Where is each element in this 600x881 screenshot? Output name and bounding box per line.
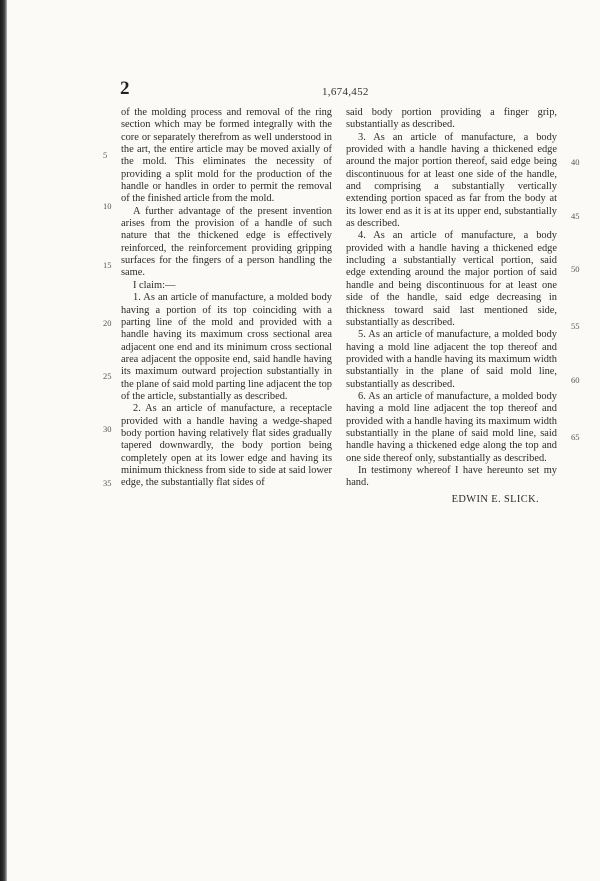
line-number: 60 — [571, 375, 580, 385]
line-number: 20 — [103, 318, 112, 328]
right-column — [346, 107, 557, 506]
claim-2: 2. As an article of manufacture, a receptacle provided with a handle having a wedge-shaped body portion having relatively flat sides gradually tapered downwardly, the body portion being completely open at its lower edge and having its minimum thickness from side to side at said lower edge, the substantially flat sides of — [121, 403, 332, 489]
line-number: 10 — [103, 201, 112, 211]
line-number: 25 — [103, 371, 112, 381]
paragraph: of the molding process and removal of the ring section which may be formed integrally with the core or separately therefrom as well understood in the art, the entire article may be moved axially of the mold. This eliminates the necessity of providing a split mold for the production of the handle or handles in order to permit the removal of the finished article from the mold. — [121, 107, 332, 205]
line-number: 40 — [571, 157, 580, 167]
left-column — [121, 107, 332, 490]
line-number: 15 — [103, 260, 112, 270]
line-number: 45 — [571, 211, 580, 221]
line-number: 65 — [571, 432, 580, 442]
claim-6: 6. As an article of manufacture, a molded body having a mold line adjacent the top thereof and provided with a handle having its maximum width substantially in the plane of said mold line, said handle having a thickened edge along the top and one side thereof only, substantially as described. — [346, 390, 557, 464]
claim-4: 4. As an article of manufacture, a body provided with a handle having a thickened edge including a substantially vertical portion, said edge extending around the major portion of said handle and being discontinuous for at least one side of the handle, said edge decreasing in thickness toward said last mentioned side, substantially as described. — [346, 230, 557, 328]
signature: EDWIN E. SLICK. — [451, 493, 539, 505]
claims-heading: I claim:— — [133, 279, 176, 291]
line-number: 50 — [571, 264, 580, 274]
paragraph: A further advantage of the present invention arises from the provision of a handle of such nature that the thickened edge is effectively reinforced, the reinforcement providing gripping surfaces for the fingers of a person handling the same. — [121, 205, 332, 279]
line-number: 35 — [103, 478, 112, 488]
binding-edge — [0, 0, 7, 881]
patent-number: 1,674,452 — [322, 86, 369, 98]
testimony: In testimony whereof I have hereunto set my hand. — [346, 464, 557, 489]
paragraph: said body portion providing a finger grip, substantially as described. — [346, 107, 557, 131]
claim-5: 5. As an article of manufacture, a molded body having a mold line adjacent the top thereof and provided with a handle having its maximum width substantially in the plane of said mold line, substantially as described. — [346, 329, 557, 390]
line-number: 5 — [103, 150, 108, 160]
claim-3: 3. As an article of manufacture, a body provided with a handle having a thickened edge around the major portion thereof, said edge being discontinuous for at least one side of the handle, and comprising a substantially vertically extending portion spaced as far from the body at its lower end as it is at its upper end, substantially as described. — [346, 131, 557, 230]
claim-1: 1. As an article of manufacture, a molded body having a portion of its top coinciding with a parting line of the mold and provided with a handle having its maximum cross sectional area adjacent one end and its minimum cross sectional area adjacent the opposite end, said handle having its maximum outward projection substantially in the plane of said mold parting line adjacent the top of the article, substantially as described. — [121, 292, 332, 402]
page-number: 2 — [120, 78, 130, 99]
line-number: 30 — [103, 424, 112, 434]
line-number: 55 — [571, 321, 580, 331]
